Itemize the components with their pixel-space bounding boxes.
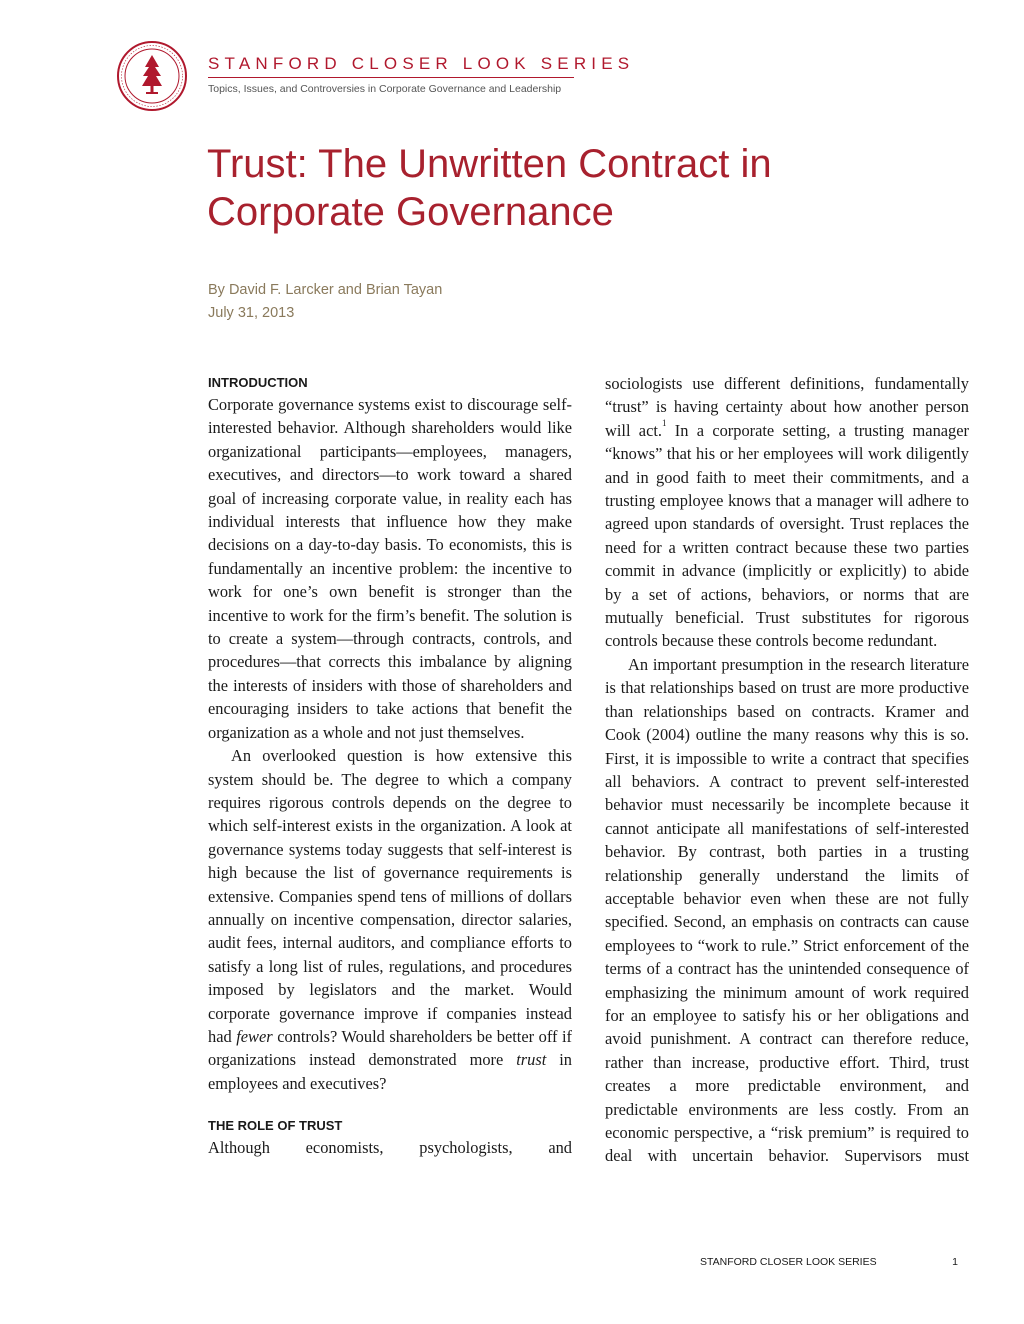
intro-paragraph-2 [208,744,572,1095]
section-heading-role-of-trust: THE ROLE OF TRUST [208,1118,343,1134]
publication-date: July 31, 2013 [208,305,295,321]
right-column [605,372,969,1168]
intro-p2-text-a: An overlooked question is how extensive this system should be. The degree to which a company requires rigorous controls depends on the degree to which self-interest exists in the organization. A look at governance systems today suggests that self-interest is high because the list of governance requirements is extensive. Companies spend tens of millions of dollars annually on incentive compensation, director salaries, audit fees, internal auditors, and compliance efforts to satisfy a long list of rules, regulations, and procedures imposed by legislators and the market. Would corporate governance improve if companies instead had [208,746,572,1046]
page-footer [700,1256,958,1268]
document-title [207,140,772,236]
intro-p2-text-c: in employees and executives? [208,1050,572,1093]
title-line-2: Corporate Governance [207,190,614,234]
trust-paragraph-1-start: Although economists, psychologists, and [208,1138,572,1158]
stanford-seal-icon [116,40,188,112]
trust-paragraph-1-continued [605,372,969,653]
intro-paragraph-1 [208,393,572,744]
intro-p2-emphasis-trust: trust [516,1050,547,1070]
page-number: 1 [952,1256,958,1268]
trust-p1-text-a: sociologists use different definitions, fundamentally “trust” is having certainty about how another person will act. [605,374,969,440]
series-tagline: Topics, Issues, and Controversies in Corporate Governance and Leadership [208,83,562,95]
left-column [208,372,572,1160]
footer-series-name: STANFORD CLOSER LOOK SERIES [700,1256,877,1268]
footnote-reference[interactable]: 1 [662,417,667,428]
section-heading-introduction: INTRODUCTION [208,375,308,390]
intro-p1-text: Corporate governance systems exist to discourage self-interested behavior. Although shareholders would like organizational participants—employees, managers, executives, and directors—to work toward a shared goal of increasing corporate value, in reality each has individual interests that influence how they make decisions on a day-to-day basis. To economists, this is fundamentally an incentive problem: the incentive to work for one’s own benefit is stronger than the incentive to work for the firm’s benefit. The solution is to create a system—through contracts, controls, and procedures—that corrects this imbalance by aligning the interests of insiders with those of shareholders and encouraging insiders to take actions that benefit the organization as a whole and not just themselves. [208,395,572,742]
title-line-1: Trust: The Unwritten Contract in [207,142,772,186]
trust-p1-text-b: In a corporate setting, a trusting manager “knows” that his or her employees will work diligently and in good faith to meet their commitments, and a trusting employee knows that a manager will adhere to agreed upon standards of oversight. Trust replaces the need for a written contract because these two parties commit in advance (implicitly or explicitly) to abide by a set of actions, behaviors, or norms that are mutually beneficial. Trust substitutes for rigorous controls because these controls become redundant. [605,420,969,651]
intro-p2-emphasis-fewer: fewer [236,1026,273,1046]
series-title: STANFORD CLOSER LOOK SERIES [208,54,574,78]
trust-paragraph-2: An important presumption in the research literature is that relationships based on trust are more productive than relationships based on contracts. Kramer and Cook (2004) outline the many reasons why this is so. First, it is impossible to write a contract that specifies all behaviors. A contract to prevent self-interested behavior must necessarily be incomplete because it cannot anticipate all manifestations of self-interested behavior. By contrast, both parties in a trusting relationship generally understand the limits of acceptable behavior even when these are not fully specified. Second, an emphasis on contracts can cause employees to “work to rule.” Strict enforcement of the terms of a contract has the unintended consequence of emphasizing the minimum amount of work required for an employee to satisfy his or her obligations and avoid punishment. A contract can therefore reduce, rather than increase, productive effort. Third, trust creates a more predictable environment, and predictable environments are less costly. From an economic perspective, a “risk premium” is required to deal with uncertain behavior. Supervisors must [605,654,969,1166]
intro-p2-text-b: controls? Would shareholders be better off if organizations instead demonstrated more [208,1026,572,1070]
authors: By David F. Larcker and Brian Tayan [208,282,443,298]
byline-block [208,279,442,325]
